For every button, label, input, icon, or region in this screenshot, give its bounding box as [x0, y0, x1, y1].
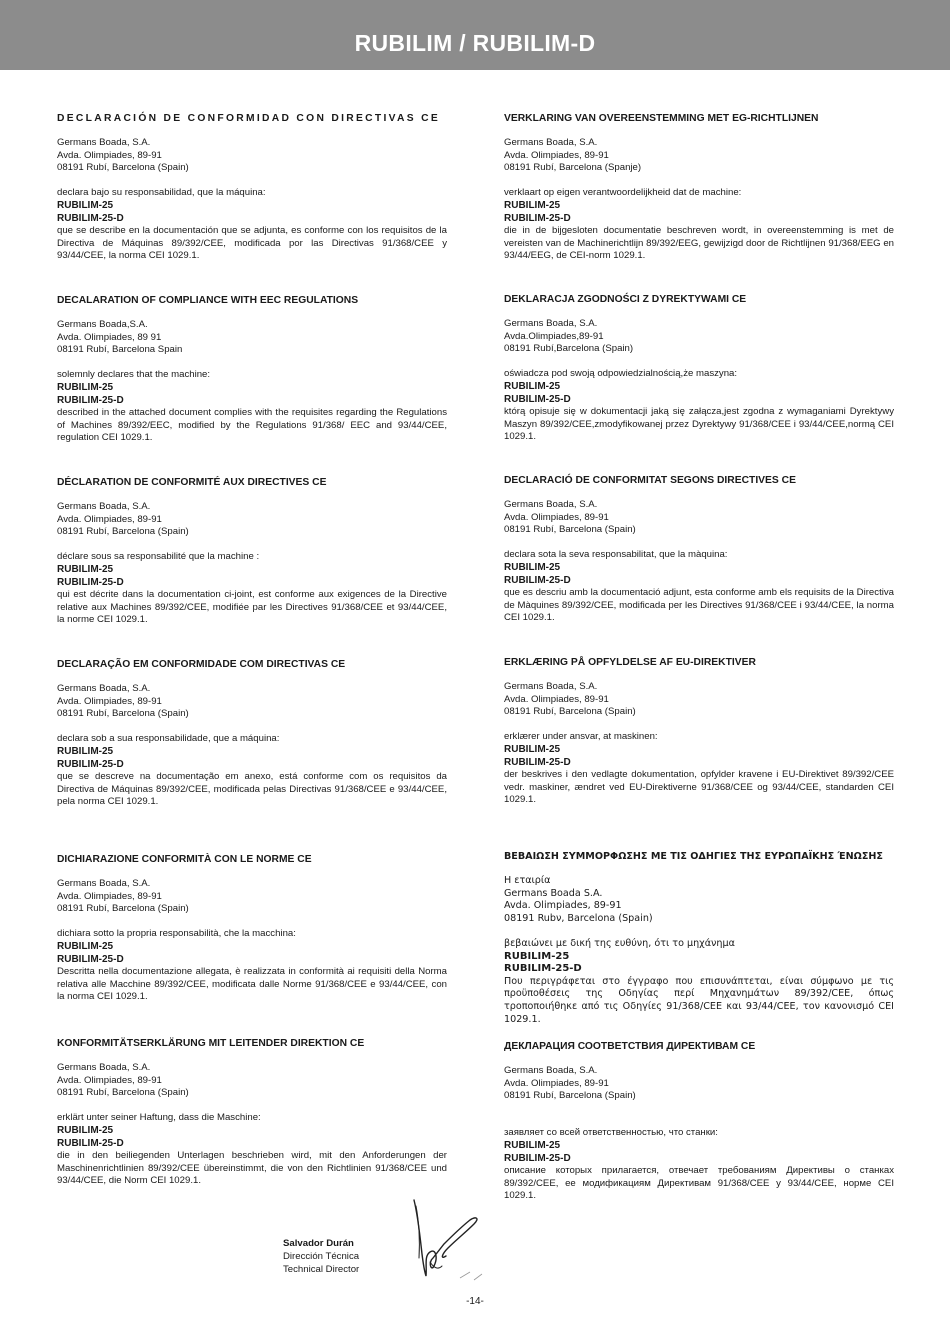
address-line: Germans Boada, S.A. — [57, 683, 151, 694]
address-line: Avda. Olimpiades, 89-91 — [57, 695, 162, 707]
model-name: RUBILIM-25 — [57, 563, 114, 575]
declaration-line: erklærer under ansvar, at maskinen: — [504, 731, 658, 743]
address-line: Avda. Olimpiades, 89-91 — [57, 149, 162, 161]
model-name: RUBILIM-25-D — [504, 212, 571, 224]
declaration-line: verklaart op eigen verantwoordelijkheid dat de machine: — [504, 187, 742, 199]
section-ru — [504, 1040, 894, 1203]
address-line: 08191 Rubν, Barcelona (Spain) — [504, 912, 653, 924]
address-line: 08191 Rubí, Barcelona (Spain) — [57, 162, 189, 174]
page-title: RUBILIM / RUBILIM-D — [354, 30, 596, 56]
compliance-text: die in den beiliegenden Unterlagen beschrieben wird, mit den Anforderungen der Maschinenrichtlinien 89/392/CEE übereinstimmt, die von den Richtlinien 91/368/CEE und 93/44/CEE, die Norm CEI 1029.1. — [57, 1150, 447, 1187]
address-line: Germans Boada, S.A. — [504, 318, 598, 329]
declaration-line: declara sob a sua responsabilidade, que a máquina: — [57, 733, 280, 745]
address-line: Avda. Olimpiades, 89-91 — [504, 1077, 609, 1089]
section-heading: VERKLARING VAN OVEREENSTEMMING MET EG-RICHTLIJNEN — [504, 113, 819, 124]
company-address — [57, 319, 447, 357]
section-el — [504, 850, 894, 1026]
section-heading: DEKLARACJA ZGODNOŚCI Z DYREKTYWAMI CE — [504, 294, 747, 305]
address-line: Η εταιρία — [504, 875, 551, 886]
address-line: Germans Boada,S.A. — [57, 319, 148, 330]
declaration-line: erklärt unter seiner Haftung, dass die Maschine: — [57, 1112, 261, 1124]
compliance-text: die in de bijgesloten documentatie beschreven wordt, in overeenstemming is met de vereisten van de Machinerichtlijn 89/392/EEG, gewijzigd door de Richtlijnen 91/368/EEG en 93/44/EEG, de CEI-norm 1029.1. — [504, 225, 894, 262]
address-line: Germans Boada S.A. — [504, 887, 603, 899]
address-line: Avda. Olimpiades, 89-91 — [57, 513, 162, 525]
model-name: RUBILIM-25-D — [57, 758, 124, 770]
model-name: RUBILIM-25-D — [57, 394, 124, 406]
address-line: Avda. Olimpiades, 89-91 — [504, 149, 609, 161]
section-it — [57, 853, 447, 1004]
compliance-text: que se describe en la documentación que se adjunta, es conforme con los requisitos de la Directiva de Máquinas 89/392/CEE, modificada por las Directivas 91/368/CEE y 93/44/CEE, la norma CEI 1029.1. — [57, 225, 447, 262]
address-line: Germans Boada, S.A. — [57, 878, 151, 889]
section-heading: ΒΕΒΑΙΩΣΗ ΣΥΜΜΟΡΦΩΣΗΣ ΜΕ ΤΙΣ ΟΔΗΓΙΕΣ ΤΗΣ ΕΥΡΩΠΑΪΚΗΣ ΈΝΩΣΗΣ — [504, 851, 883, 862]
declaration-line: declara sota la seva responsabilitat, que la màquina: — [504, 549, 728, 561]
address-line: Germans Boada, S.A. — [504, 681, 598, 692]
model-name: RUBILIM-25 — [57, 940, 114, 952]
compliance-text: описание которых прилагается, отвечает требованиям Директивы о станках 89/392/CEE, ее модификациям Директивам 91/368/CEE у 93/44/CEE, норме CEI 1029.1. — [504, 1165, 894, 1202]
model-name: RUBILIM-25 — [504, 380, 561, 392]
model-name: RUBILIM-25 — [57, 1124, 114, 1136]
company-address — [504, 499, 894, 537]
address-line: 08191 Rubí, Barcelona (Spain) — [57, 1087, 189, 1099]
declaration-line: declara bajo su responsabilidad, que la máquina: — [57, 187, 266, 199]
company-address — [504, 137, 894, 175]
company-address — [57, 683, 447, 721]
model-name: RUBILIM-25 — [57, 745, 114, 757]
section-fr — [57, 476, 447, 627]
section-nl — [504, 112, 894, 263]
section-heading: KONFORMITÄTSERKLÄRUNG MIT LEITENDER DIREKTION CE — [57, 1038, 365, 1049]
signatory-block — [283, 1238, 359, 1276]
handwritten-signature — [400, 1196, 500, 1296]
model-name: RUBILIM-25 — [504, 743, 561, 755]
company-address — [57, 1062, 447, 1100]
address-line: Germans Boada, S.A. — [57, 1062, 151, 1073]
address-line: 08191 Rubí, Barcelona (Spain) — [57, 708, 189, 720]
address-line: Avda. Olimpiades, 89-91 — [504, 693, 609, 705]
model-name: RUBILIM-25-D — [57, 1137, 124, 1149]
compliance-text: Descritta nella documentazione allegata, è realizzata in conformità ai requisiti della Norma relativa alle Macchine 89/392/CEE, modificata dalle Norme 91/368/CEE e 93/44/CEE, con la norma CEI 1029.1. — [57, 966, 447, 1003]
address-line: Germans Boada, S.A. — [57, 137, 151, 148]
model-name: RUBILIM-25 — [504, 1139, 561, 1151]
address-line: 08191 Rubí, Barcelona (Spanje) — [504, 162, 642, 174]
section-ca — [504, 474, 894, 625]
model-name: RUBILIM-25-D — [504, 1152, 571, 1164]
model-name: RUBILIM-25-D — [57, 212, 124, 224]
section-heading: DÉCLARATION DE CONFORMITÉ AUX DIRECTIVES CE — [57, 477, 327, 488]
declaration-line: dichiara sotto la propria responsabilità, che la macchina: — [57, 928, 296, 940]
address-line: 08191 Rubí, Barcelona (Spain) — [504, 706, 636, 718]
model-name: RUBILIM-25 — [504, 950, 570, 962]
section-da — [504, 656, 894, 807]
compliance-text: der beskrives i den vedlagte dokumentation, opfylder kravene i EU-Direktivet 89/392/CEE vedr. maskiner, ændret ved EU-Direktiverne 91/368/CEE og 93/44/CEE, standarden CEI 1029.1. — [504, 769, 894, 806]
declaration-line: βεβαιώνει με δική της ευθύνη, ότι το μηχάνημα — [504, 937, 735, 949]
section-heading: DECLARAÇÃO EM CONFORMIDADE COM DIRECTIVAS CE — [57, 659, 346, 670]
model-name: RUBILIM-25-D — [504, 393, 571, 405]
address-line: 08191 Rubí, Barcelona (Spain) — [504, 524, 636, 536]
declaration-line: solemnly declares that the machine: — [57, 369, 211, 381]
address-line: Germans Boada, S.A. — [504, 1065, 598, 1076]
compliance-text: qui est décrite dans la documentation ci-joint, est conforme aux exigences de la Directive relative aux Machines 89/392/CEE, modifiée par les Directives 91/368/CEE et 93/44/CEE, la norme CEI 1029.1. — [57, 589, 447, 626]
model-name: RUBILIM-25-D — [504, 963, 582, 975]
company-address — [504, 1065, 894, 1103]
signatory-title: Dirección Técnica — [283, 1250, 360, 1262]
section-heading: ERKLÆRING PÅ OPFYLDELSE AF EU-DIREKTIVER — [504, 657, 756, 668]
company-address — [504, 681, 894, 719]
page-number: -14- — [466, 1296, 484, 1307]
signatory-title: Technical Director — [283, 1263, 360, 1275]
section-pl — [504, 293, 894, 444]
compliance-text: que es descriu amb la documentació adjunt, esta conforme amb els requisits de la Directiva de Màquines 89/392/CEE, modificada per les Directives 91/368/CEE i 93/44/CEE, la norma CEI 1029.1. — [504, 587, 894, 624]
model-name: RUBILIM-25-D — [57, 576, 124, 588]
section-de — [57, 1037, 447, 1188]
section-heading: DECLARACIÓN DE CONFORMIDAD CON DIRECTIVAS CE — [57, 113, 441, 124]
model-name: RUBILIM-25-D — [57, 953, 124, 965]
model-name: RUBILIM-25 — [504, 561, 561, 573]
section-en — [57, 294, 447, 445]
address-line: Avda.Olimpiades,89-91 — [504, 330, 604, 342]
address-line: Avda. Olimpiades, 89-91 — [504, 900, 622, 912]
compliance-text: described in the attached document complies with the requisites regarding the Regulations of Machines 89/392/EEC, modified by the Regulations 91/368/ EEC and 93/44/CEE, regulation CEI 1029.1. — [57, 407, 447, 444]
section-heading: DICHIARAZIONE CONFORMITÀ CON LE NORME CE — [57, 854, 312, 865]
address-line: Germans Boada, S.A. — [504, 137, 598, 148]
section-heading: DECALARATION OF COMPLIANCE WITH EEC REGULATIONS — [57, 295, 359, 306]
company-address — [57, 878, 447, 916]
address-line: 08191 Rubí,Barcelona (Spain) — [504, 343, 634, 355]
section-heading: DECLARACIÓ DE CONFORMITAT SEGONS DIRECTIVES CE — [504, 475, 796, 486]
header-banner — [0, 0, 950, 70]
address-line: Germans Boada, S.A. — [504, 499, 598, 510]
compliance-text: que se descreve na documentação em anexo, está conforme com os requisitos da Directiva de Máquinas 89/392/CEE, modificada pelas Directivas 91/368/CEE e 93/44/CEE, pela norma CEI 1029.1. — [57, 771, 447, 808]
model-name: RUBILIM-25-D — [504, 756, 571, 768]
compliance-text: Που περιγράφεται στο έγγραφο που επισυνάπτεται, είναι σύμφωνο με τις προϋποθέσεις της Οδηγίας περί Μηχανημάτων 89/392/CEE, όπως τροποποιήθηκε από τις Οδηγίες 91/368/CEE και 93/44/CEE, τον κανονισμό CEI 1029.1. — [504, 975, 894, 1025]
model-name: RUBILIM-25 — [57, 199, 114, 211]
address-line: Germans Boada, S.A. — [57, 501, 151, 512]
model-name: RUBILIM-25 — [504, 199, 561, 211]
declaration-line: заявляет со всей ответственностью, что станки: — [504, 1127, 718, 1139]
section-heading: ДЕКЛАРАЦИЯ СООТВЕТСТВИЯ ДИРЕКТИВАМ СЕ — [504, 1041, 756, 1052]
address-line: 08191 Rubí, Barcelona (Spain) — [504, 1090, 636, 1102]
address-line: 08191 Rubí, Barcelona Spain — [57, 344, 183, 356]
model-name: RUBILIM-25 — [57, 381, 114, 393]
section-pt — [57, 658, 447, 809]
address-line: 08191 Rubí, Barcelona (Spain) — [57, 526, 189, 538]
company-address — [57, 137, 447, 175]
section-es — [57, 112, 447, 263]
address-line: Avda. Olimpiades, 89-91 — [504, 511, 609, 523]
company-address — [504, 875, 894, 925]
declaration-line: déclare sous sa responsabilité que la machine : — [57, 551, 260, 563]
address-line: Avda. Olimpiades, 89-91 — [57, 1074, 162, 1086]
address-line: Avda. Olimpiades, 89 91 — [57, 331, 162, 343]
company-address — [57, 501, 447, 539]
compliance-text: którą opisuje się w dokumentacji jaką się załącza,jest zgodna z wymaganiami Dyrektywy Maszyn 89/392/CEE,zmodyfikowanej przez Dyrektywy 91/368/CEE i 93/44/CEE,normą CEI 1029.1. — [504, 406, 894, 443]
model-name: RUBILIM-25-D — [504, 574, 571, 586]
address-line: Avda. Olimpiades, 89-91 — [57, 890, 162, 902]
declaration-line: oświadcza pod swoją odpowiedzialnością,że maszyna: — [504, 368, 738, 380]
address-line: 08191 Rubí, Barcelona (Spain) — [57, 903, 189, 915]
signatory-name: Salvador Durán — [283, 1238, 354, 1249]
company-address — [504, 318, 894, 356]
